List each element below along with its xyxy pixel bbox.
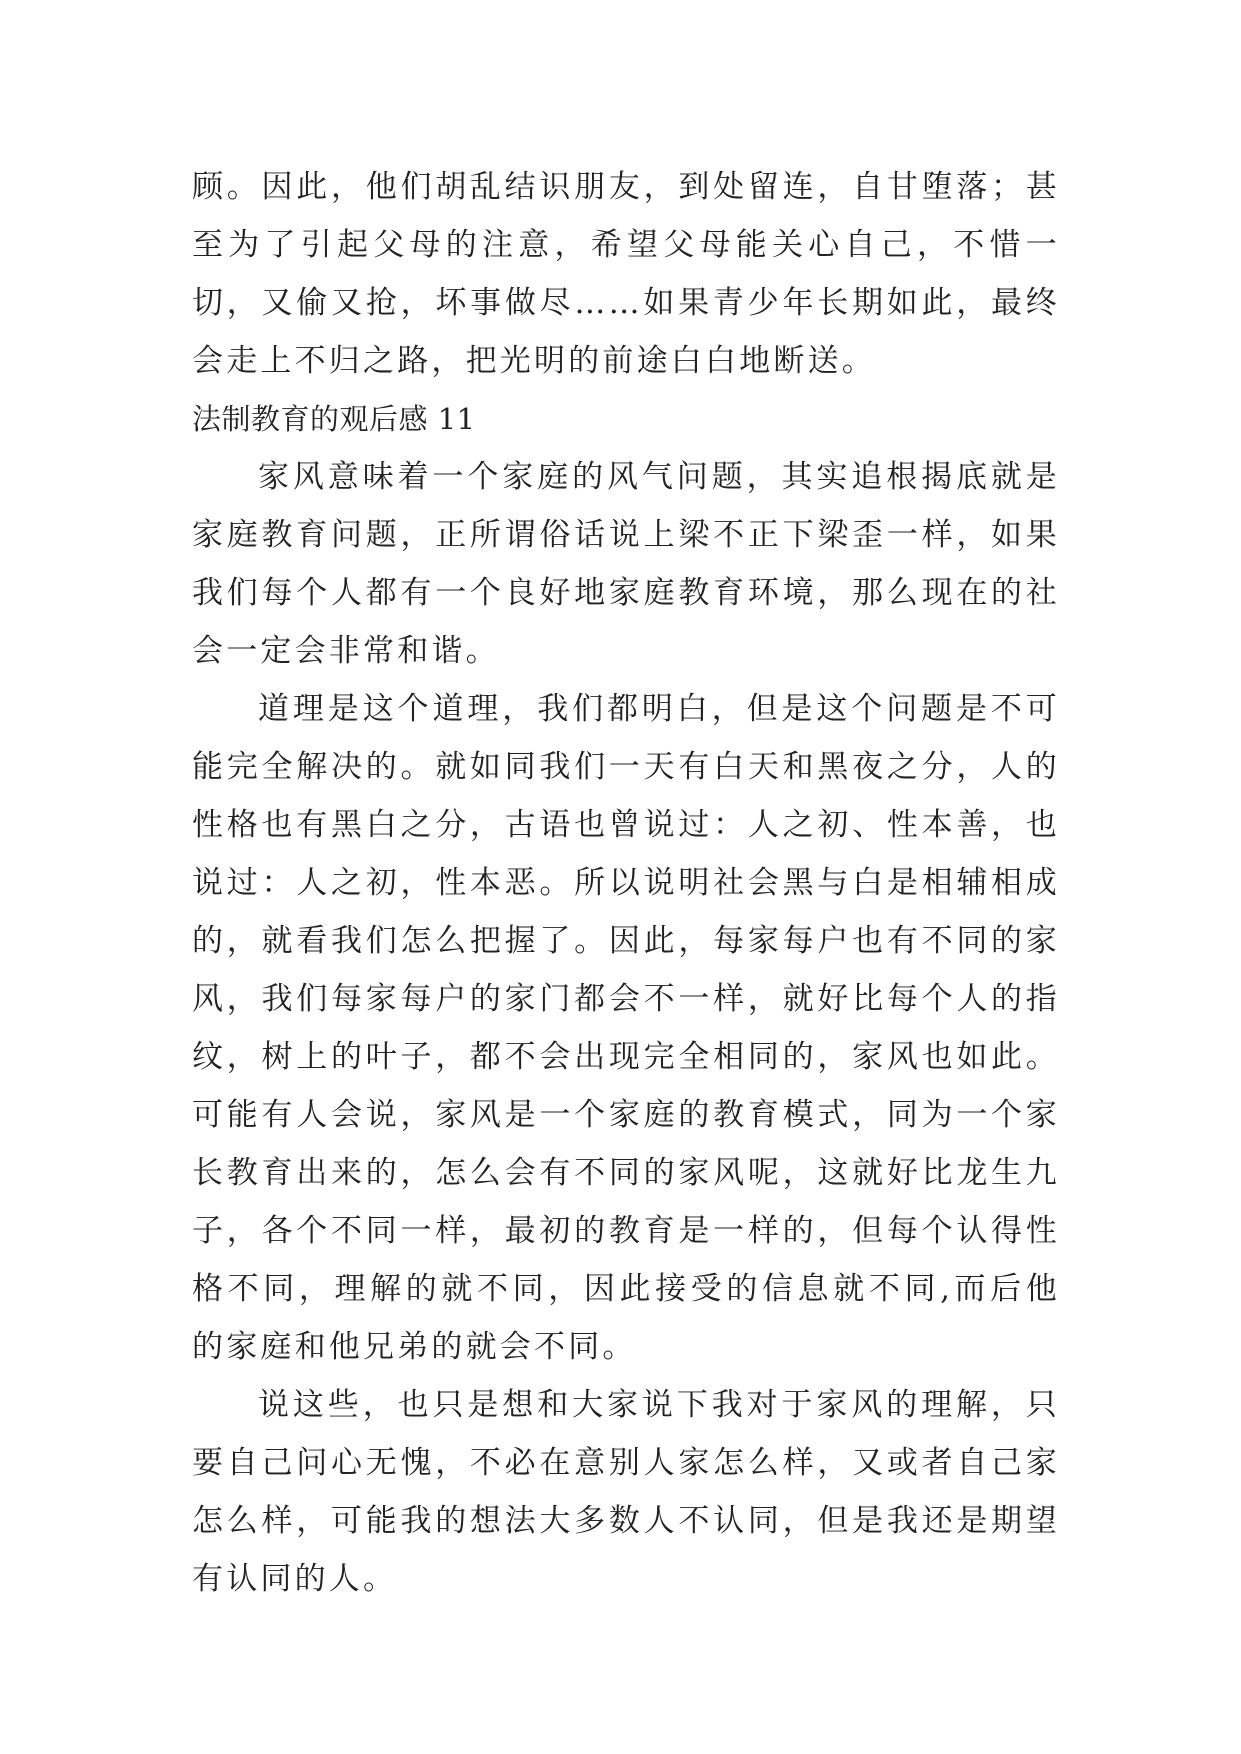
section-title: 法制教育的观后感 11 xyxy=(192,402,476,436)
body-paragraph-3: 说这些，也只是想和大家说下我对于家风的理解，只要自己问心无愧，不必在意别人家怎么样，又或者自己家怎么样，可能我的想法大多数人不认同，但是我还是期望有认同的人。 xyxy=(192,1387,1060,1597)
document-body xyxy=(192,158,1060,1608)
body-paragraph-1: 家风意味着一个家庭的风气问题，其实追根揭底就是家庭教育问题，正所谓俗话说上梁不正下梁歪一样，如果我们每个人都有一个良好地家庭教育环境，那么现在的社会一定会非常和谐。 xyxy=(192,459,1060,669)
body-paragraph-2: 道理是这个道理，我们都明白，但是这个问题是不可能完全解决的。就如同我们一天有白天和黑夜之分，人的性格也有黑白之分，古语也曾说过：人之初、性本善，也说过：人之初，性本恶。所以说明社会黑与白是相辅相成的，就看我们怎么把握了。因此，每家每户也有不同的家风，我们每家每户的家门都会不一样，就好比每个人的指纹，树上的叶子，都不会出现完全相同的，家风也如此。可能有人会说，家风是一个家庭的教育模式，同为一个家长教育出来的，怎么会有不同的家风呢，这就好比龙生九子，各个不同一样，最初的教育是一样的，但每个认得性格不同，理解的就不同，因此接受的信息就不同,而后他的家庭和他兄弟的就会不同。 xyxy=(192,691,1060,1365)
continuation-paragraph: 顾。因此，他们胡乱结识朋友，到处留连，自甘堕落；甚至为了引起父母的注意，希望父母能关心自己，不惜一切，又偷又抢，坏事做尽……如果青少年长期如此，最终会走上不归之路，把光明的前途白白地断送。 xyxy=(192,169,1060,379)
